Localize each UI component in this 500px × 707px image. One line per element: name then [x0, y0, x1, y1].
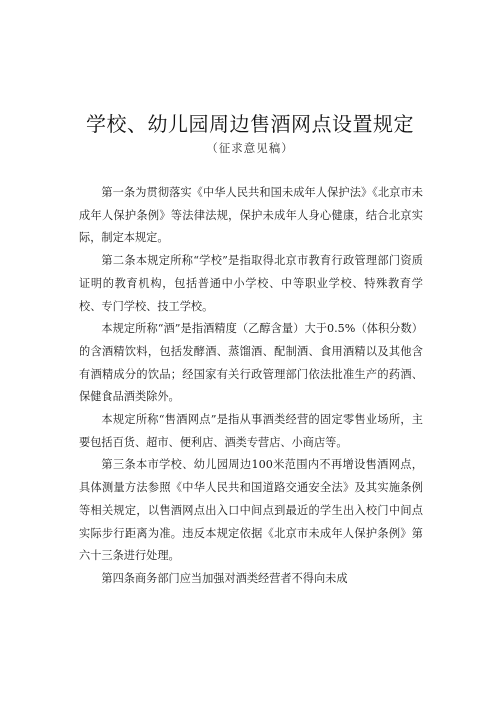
paragraph-outlet-definition: 本规定所称“售酒网点”是指从事酒类经营的固定零售业场所，主要包括百货、超市、便利店、酒类专营店、小商店等。	[79, 413, 423, 449]
paragraph-article-2: 第二条本规定所称“学校”是指取得北京市教育行政管理部门资质证明的教育机构，包括普通中小学校、中等职业学校、特殊教育学校、专门学校、技工学校。	[79, 254, 423, 313]
paragraph-alcohol-definition: 本规定所称“酒”是指酒精度（乙醇含量）大于0.5%（体积分数）的含酒精饮料，包括发酵酒、蒸馏酒、配制酒、食用酒精以及其他含有酒精成分的饮品；经国家有关行政管理部门依法批准生产的药酒、保健食品酒类除外。	[79, 322, 423, 404]
document-body	[79, 182, 423, 591]
paragraph-article-1: 第一条为贯彻落实《中华人民共和国未成年人保护法》《北京市未成年人保护条例》等法律法规，保护未成年人身心健康，结合北京实际，制定本规定。	[79, 186, 423, 245]
paragraph-article-3: 第三条本市学校、幼儿园周边100米范围内不再增设售酒网点，具体测量方法参照《中华人民共和国道路交通安全法》及其实施条例等相关规定，以售酒网点出入口中间点到最近的学生出入校门中间点实际步行距离为准。违反本规定依据《北京市未成年人保护条例》第六十三条进行处理。	[79, 458, 423, 563]
document-subtitle: （征求意见稿）	[206, 141, 294, 155]
paragraph-article-4: 第四条商务部门应当加强对酒类经营者不得向未成	[101, 571, 348, 585]
document-title: 学校、幼儿园周边售酒网点设置规定	[86, 112, 414, 136]
